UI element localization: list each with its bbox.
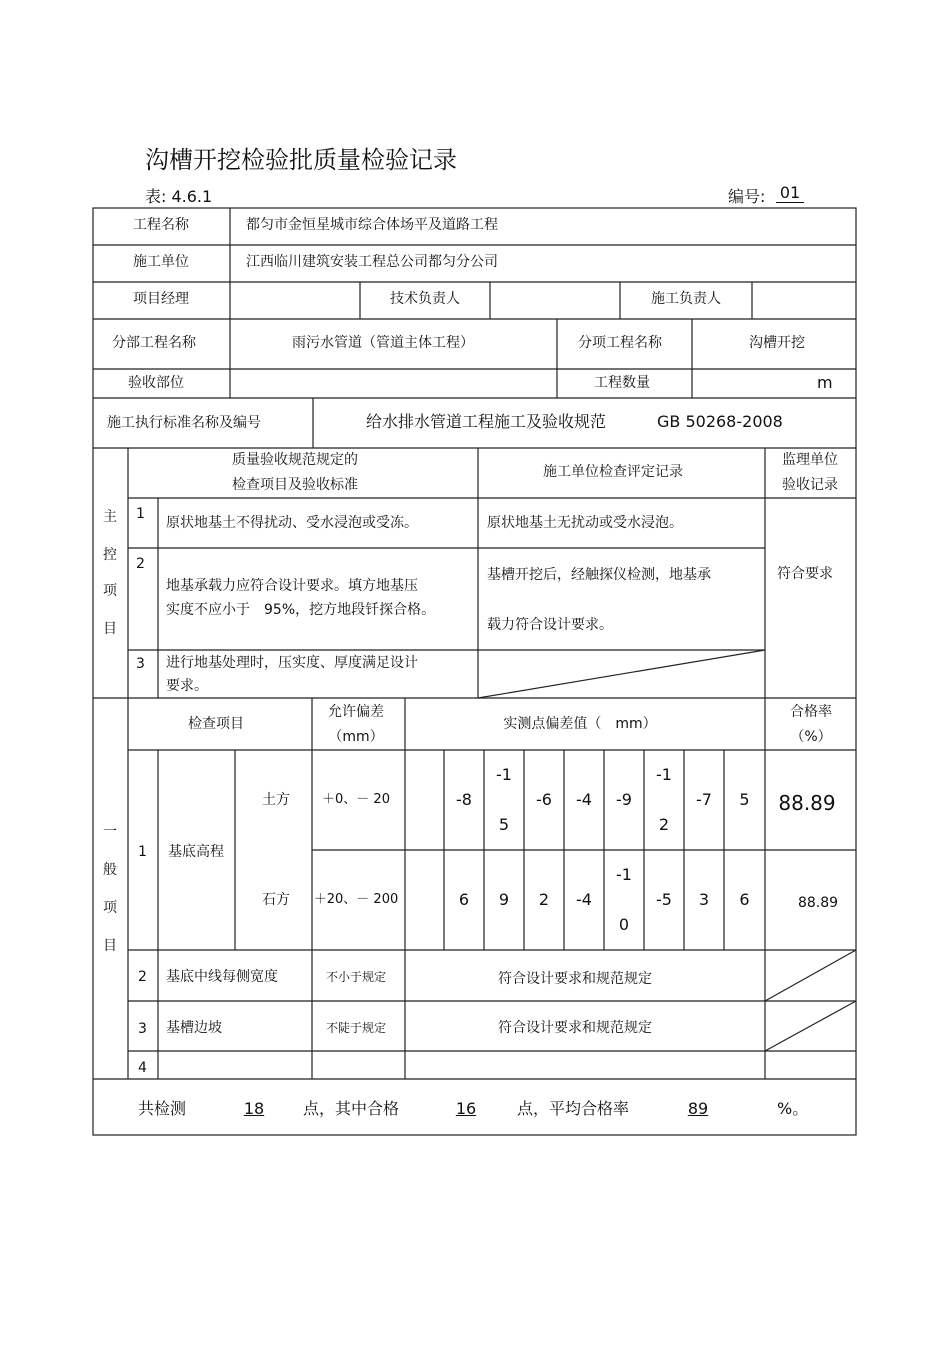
summary-suffix: %。 xyxy=(777,1099,809,1118)
project-name: 都匀市金恒星城市综合体场平及道路工程 xyxy=(246,217,498,233)
main-item-spec: 原状地基土不得扰动、受水浸泡或受冻。 xyxy=(166,515,418,531)
serial-label: 编号: xyxy=(728,187,766,206)
general-item-no: 1 xyxy=(138,844,147,860)
main-item-no: 1 xyxy=(136,506,145,522)
spec-header-line2: 检查项目及验收标准 xyxy=(232,477,358,493)
measured-value: 6 xyxy=(458,890,470,909)
supervisor-header-line1: 监理单位 xyxy=(782,452,838,468)
subproject-name: 雨污水管道（管道主体工程） xyxy=(292,335,474,351)
main-item-no: 3 xyxy=(136,656,145,672)
general-item-result: 符合设计要求和规范规定 xyxy=(498,971,652,987)
contractor-label: 施工单位 xyxy=(133,254,189,270)
acceptance-part-label: 验收部位 xyxy=(128,375,184,391)
main-item-check: 原状地基土无扰动或受水浸泡。 xyxy=(487,515,683,531)
serial-value: 01 xyxy=(776,184,804,203)
col-pass-rate-line2: （%） xyxy=(790,729,832,745)
main-item-check-cont: 载力符合设计要求。 xyxy=(487,617,613,633)
measured-value: -9 xyxy=(616,790,632,809)
col-measured: 实测点偏差值（ mm） xyxy=(503,716,657,732)
measured-value: -1 0 xyxy=(616,865,632,934)
construction-lead-label: 施工负责人 xyxy=(651,291,721,307)
col-pass-rate-line1: 合格率 xyxy=(790,704,832,720)
earth-label: 土方 xyxy=(262,792,290,808)
general-item-tolerance: 不陡于规定 xyxy=(325,1021,387,1035)
summary-mid2: 点，平均合格率 xyxy=(517,1099,630,1118)
measured-value: -1 5 xyxy=(496,765,512,834)
col-check-item: 检查项目 xyxy=(188,716,244,732)
measured-value: -5 xyxy=(656,890,672,909)
general-item-no: 4 xyxy=(138,1060,147,1076)
general-item-name: 基槽边坡 xyxy=(166,1020,222,1036)
measured-value: 9 xyxy=(498,890,510,909)
general-section-char: 般 xyxy=(103,862,117,878)
measured-value: -4 xyxy=(576,790,592,809)
pm-label: 项目经理 xyxy=(133,291,189,307)
table-number: 表: 4.6.1 xyxy=(145,187,213,206)
item-label: 分项工程名称 xyxy=(578,335,662,351)
measured-value: -4 xyxy=(576,890,592,909)
spec-header-line1: 质量验收规范规定的 xyxy=(232,452,358,468)
general-item-result: 符合设计要求和规范规定 xyxy=(498,1020,652,1036)
main-item-no: 2 xyxy=(136,556,145,572)
col-tolerance-line1: 允许偏差 xyxy=(328,704,384,720)
general-section-char: 目 xyxy=(103,938,117,954)
subproject-label: 分部工程名称 xyxy=(112,335,196,351)
check-header: 施工单位检查评定记录 xyxy=(543,464,683,480)
general-section-char: 项 xyxy=(103,900,117,916)
measured-value: 2 xyxy=(538,890,550,909)
supervisor-header-line2: 验收记录 xyxy=(782,477,838,493)
main-item-check: 基槽开挖后，经触探仪检测，地基承 xyxy=(487,567,711,583)
tech-lead-label: 技术负责人 xyxy=(390,291,460,307)
quantity-unit: m xyxy=(817,373,833,392)
general-item-tolerance: 不小于规定 xyxy=(325,970,387,984)
main-section-char: 控 xyxy=(103,547,117,563)
measured-value: -1 2 xyxy=(656,765,672,834)
rock-label: 石方 xyxy=(262,892,290,908)
summary-total: 18 xyxy=(243,1099,265,1118)
measured-value: -6 xyxy=(536,790,552,809)
summary-prefix: 共检测 xyxy=(138,1099,187,1118)
rock-tolerance: ＋20、－ 200 xyxy=(313,892,399,907)
standard-label: 施工执行标准名称及编号 xyxy=(107,415,261,431)
supervisor-result: 符合要求 xyxy=(777,566,833,582)
summary-passed: 16 xyxy=(455,1099,477,1118)
main-section-char: 目 xyxy=(103,621,117,637)
general-section-char: 一 xyxy=(103,824,117,840)
item-name: 沟槽开挖 xyxy=(749,335,805,351)
main-item-spec: 地基承载力应符合设计要求。填方地基压 xyxy=(166,578,418,594)
general-item-name: 基底高程 xyxy=(168,844,224,860)
measured-value: -7 xyxy=(696,790,712,809)
measured-value: -8 xyxy=(456,790,472,809)
project-name-label: 工程名称 xyxy=(133,217,189,233)
main-item-spec-cont: 要求。 xyxy=(166,678,208,694)
rock-pass-rate: 88.89 xyxy=(797,895,839,911)
document-title: 沟槽开挖检验批质量检验记录 xyxy=(145,146,457,174)
earth-tolerance: ＋0、－ 20 xyxy=(322,792,390,807)
standard-name: 给水排水管道工程施工及验收规范 xyxy=(366,412,607,431)
main-item-spec: 进行地基处理时，压实度、厚度满足设计 xyxy=(166,655,418,671)
contractor: 江西临川建筑安装工程总公司都匀分公司 xyxy=(246,254,498,270)
measured-value: 5 xyxy=(739,790,750,809)
main-section-char: 主 xyxy=(103,509,117,525)
summary-avg-rate: 89 xyxy=(687,1099,709,1118)
standard-code: GB 50268-2008 xyxy=(657,412,783,431)
general-item-name: 基底中线每侧宽度 xyxy=(166,969,278,985)
general-item-no: 3 xyxy=(138,1021,147,1037)
general-item-no: 2 xyxy=(138,969,147,985)
main-item-spec-cont: 实度不应小于 95%，挖方地段钎探合格。 xyxy=(166,602,436,618)
measured-value: 3 xyxy=(698,890,710,909)
measured-value: 6 xyxy=(739,890,750,909)
summary-mid1: 点，其中合格 xyxy=(303,1099,400,1118)
col-tolerance-line2: （mm） xyxy=(328,729,384,745)
earth-pass-rate: 88.89 xyxy=(778,791,836,815)
quantity-label: 工程数量 xyxy=(594,375,650,391)
main-section-char: 项 xyxy=(103,583,117,599)
